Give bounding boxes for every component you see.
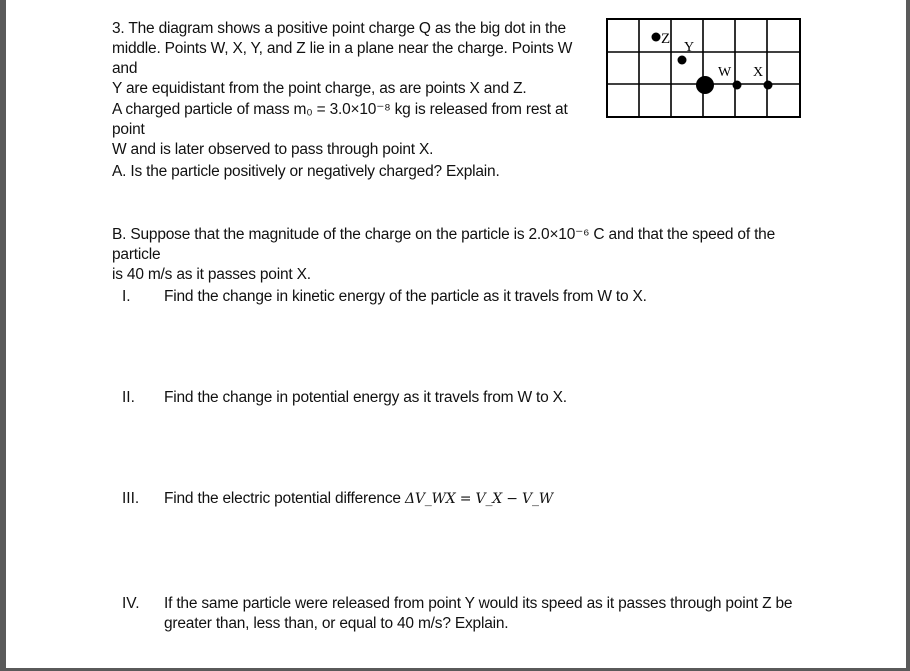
point-w-dot: [733, 81, 742, 90]
point-x-dot: [764, 81, 773, 90]
item-2-text: Find the change in potential energy as it travels from W to X.: [164, 389, 567, 406]
part-b-question: [112, 225, 812, 285]
item-4-text: [164, 594, 804, 634]
item-4-line-2: greater than, less than, or equal to 40 m/s? Explain.: [164, 615, 509, 632]
problem-intro: [112, 19, 592, 99]
viewer-frame-left: [0, 0, 6, 671]
item-3-number: III.: [122, 490, 140, 507]
item-2-number: II.: [122, 389, 135, 406]
part-b-line-2: is 40 m/s as it passes point X.: [112, 266, 311, 283]
item-4-number: IV.: [122, 595, 140, 612]
part-a-question: A. Is the particle positively or negatively charged? Explain.: [112, 163, 500, 180]
label-z: Z: [661, 31, 671, 47]
label-y: Y: [684, 40, 695, 55]
charge-grid-diagram: [606, 18, 802, 120]
release-statement: [112, 100, 592, 160]
charge-q-dot: [696, 76, 714, 94]
point-y-dot: [678, 56, 687, 65]
release-line-2: W and is later observed to pass through point X.: [112, 141, 434, 158]
intro-line-3: Y are equidistant from the point charge, as are points X and Z.: [112, 80, 527, 97]
potential-difference-formula: ΔV_WX = V_X − V_W: [404, 491, 553, 507]
point-z-dot: [652, 33, 661, 42]
item-3-content: [164, 489, 804, 509]
item-1-text: Find the change in kinetic energy of the particle as it travels from W to X.: [164, 288, 647, 305]
intro-line-2: middle. Points W, X, Y, and Z lie in a plane near the charge. Points W and: [112, 40, 573, 77]
label-w: W: [718, 65, 732, 80]
item-3-text: Find the electric potential difference: [164, 490, 401, 507]
item-1-number: I.: [122, 288, 131, 305]
viewer-frame-right: [906, 0, 910, 671]
label-x: X: [753, 65, 764, 80]
intro-line-1: 3. The diagram shows a positive point charge Q as the big dot in the: [112, 20, 566, 37]
item-4-line-1: If the same particle were released from point Y would its speed as it passes through point Z be: [164, 595, 793, 612]
part-b-line-1: B. Suppose that the magnitude of the charge on the particle is 2.0×10⁻⁶ C and that the speed of the particle: [112, 226, 776, 263]
grid-lines: [607, 19, 800, 117]
release-line-1: A charged particle of mass m₀ = 3.0×10⁻⁸ kg is released from rest at point: [112, 101, 568, 138]
